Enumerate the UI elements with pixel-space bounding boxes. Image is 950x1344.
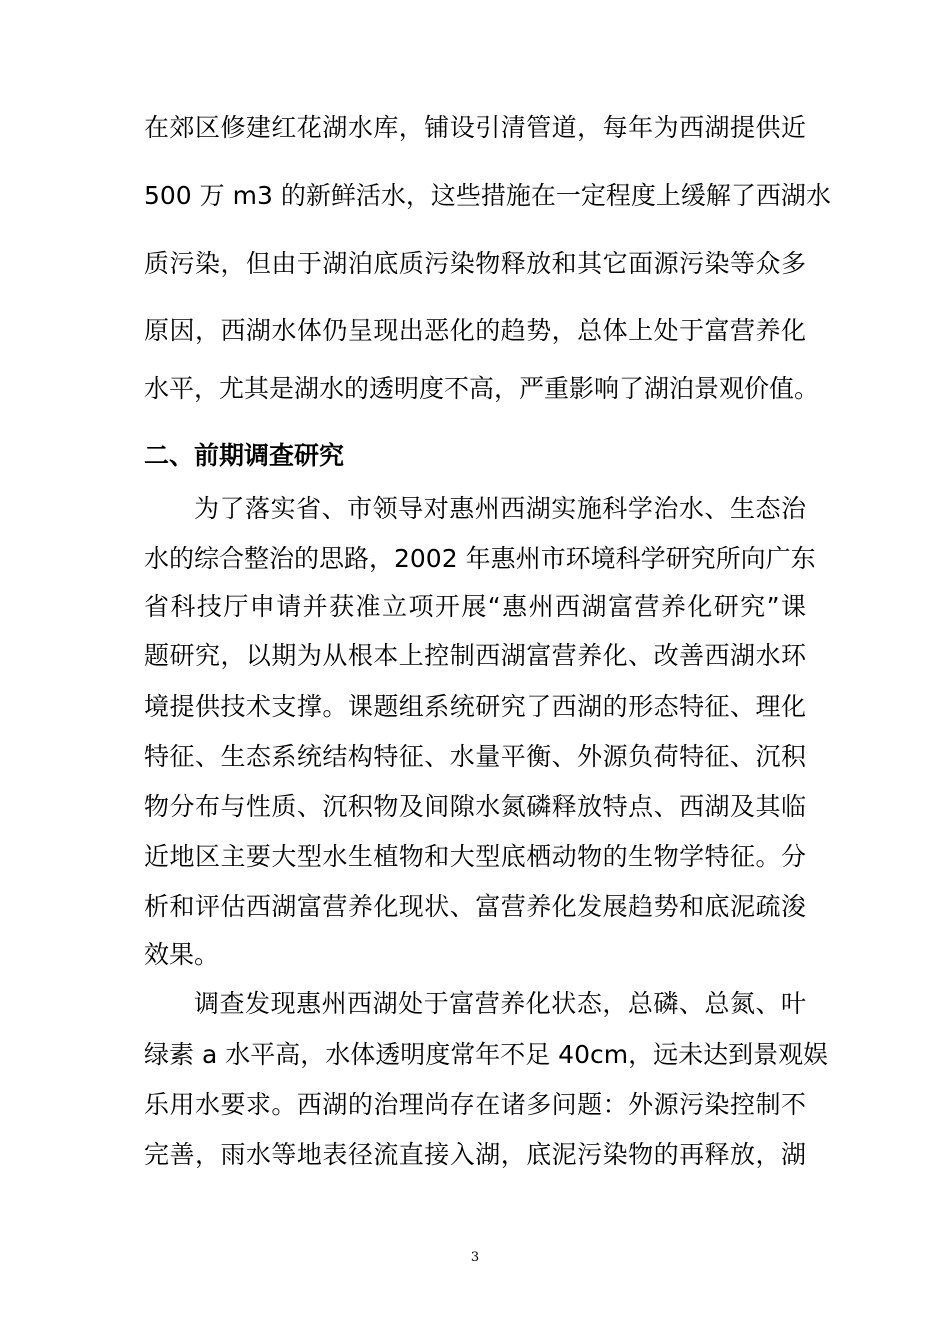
paragraph-line: 特征、生态系统结构特征、水量平衡、外源负荷特征、沉积 xyxy=(144,742,806,771)
paragraph-line: 调查发现惠州西湖处于富营养化状态，总磷、总氮、叶 xyxy=(194,989,806,1018)
paragraph-line: 题研究，以期为从根本上控制西湖富营养化、改善西湖水环 xyxy=(144,641,806,670)
paragraph-line: 水的综合整治的思路，2002 年惠州市环境科学研究所向广东 xyxy=(144,544,816,573)
section-heading: 二、前期调查研究 xyxy=(144,441,345,470)
paragraph-line: 境提供技术支撑。课题组系统研究了西湖的形态特征、理化 xyxy=(144,692,806,721)
paragraph-line: 为了落实省、市领导对惠州西湖实施科学治水、生态治 xyxy=(194,494,806,523)
text-line: 水平，尤其是湖水的透明度不高，严重影响了湖泊景观价值。 xyxy=(144,374,820,403)
paragraph-line: 析和评估西湖富营养化现状、富营养化发展趋势和底泥疏浚 xyxy=(144,892,806,921)
text-line: 在郊区修建红花湖水库，铺设引清管道，每年为西湖提供近 xyxy=(144,113,806,142)
paragraph-line: 效果。 xyxy=(144,940,220,969)
paragraph-line: 省科技厅申请并获准立项开展“惠州西湖富营养化研究”课 xyxy=(144,592,806,621)
text-line: 质污染，但由于湖泊底质污染物释放和其它面源污染等众多 xyxy=(144,249,806,278)
text-line: 原因，西湖水体仍呈现出恶化的趋势，总体上处于富营养化 xyxy=(144,316,806,345)
paragraph-line: 绿素 a 水平高，水体透明度常年不足 40cm，远未达到景观娱 xyxy=(144,1040,829,1069)
text-line: 500 万 m3 的新鲜活水，这些措施在一定程度上缓解了西湖水 xyxy=(144,181,831,210)
paragraph-line: 完善，雨水等地表径流直接入湖，底泥污染物的再释放，湖 xyxy=(144,1140,806,1169)
paragraph-line: 物分布与性质、沉积物及间隙水氮磷释放特点、西湖及其临 xyxy=(144,792,806,821)
paragraph-line: 乐用水要求。西湖的治理尚存在诸多问题：外源污染控制不 xyxy=(144,1090,806,1119)
paragraph-line: 近地区主要大型水生植物和大型底栖动物的生物学特征。分 xyxy=(144,842,806,871)
page-number: 3 xyxy=(470,1250,480,1265)
